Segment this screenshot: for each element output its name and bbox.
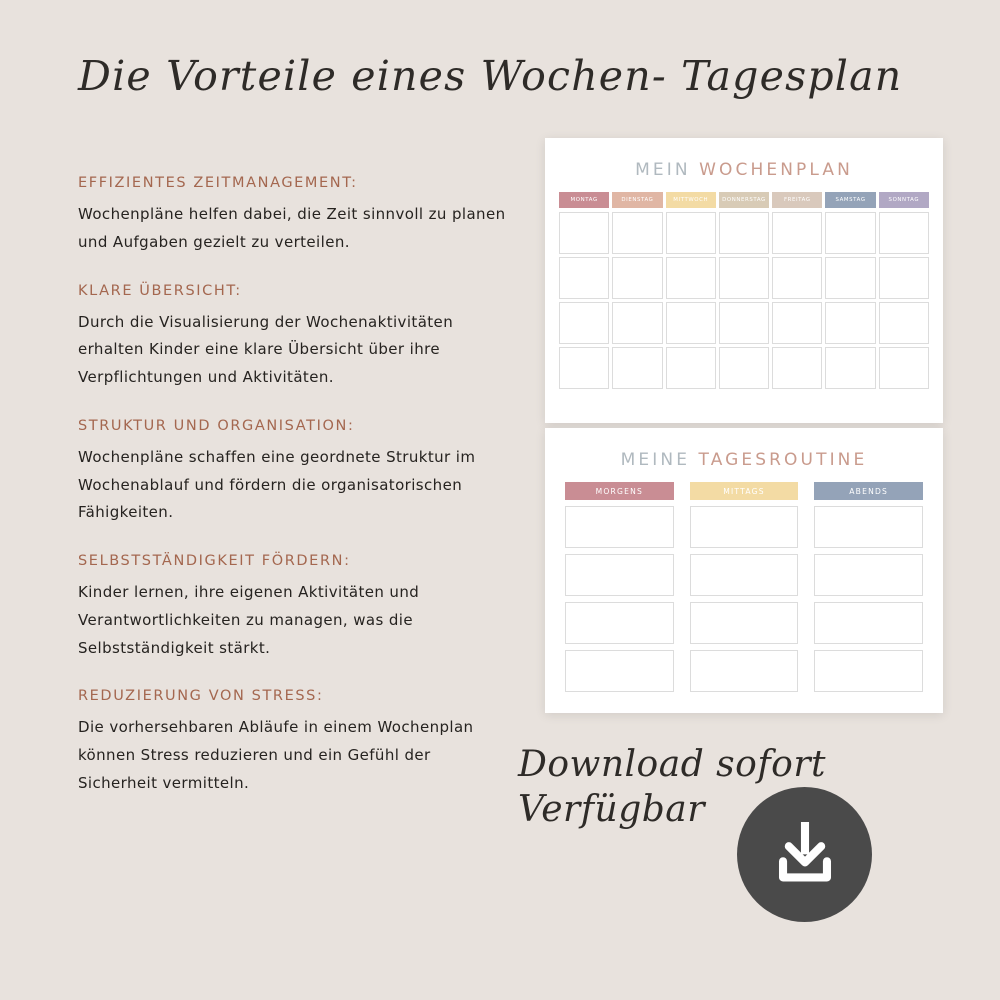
- weekly-cell[interactable]: [825, 347, 875, 389]
- weekly-planner-title: [545, 138, 943, 192]
- daily-cell[interactable]: [814, 602, 923, 644]
- weekly-cell[interactable]: [772, 257, 822, 299]
- weekly-cell[interactable]: [559, 257, 609, 299]
- daily-cell[interactable]: [565, 650, 674, 692]
- daily-section: [690, 482, 799, 692]
- daily-section-rows: [690, 506, 799, 692]
- weekly-cell[interactable]: [825, 212, 875, 254]
- benefit-body: Wochenpläne schaffen eine geordnete Struktur im Wochenablauf und fördern die organisatorischen Fähigkeiten.: [78, 447, 476, 522]
- weekly-cell[interactable]: [719, 257, 769, 299]
- weekly-cell[interactable]: [666, 257, 716, 299]
- benefit-body: Die vorhersehbaren Abläufe in einem Wochenplan können Stress reduzieren und ein Gefühl der Sicherheit vermitteln.: [78, 718, 474, 792]
- weekly-cell[interactable]: [879, 257, 929, 299]
- page-title: Die Vorteile eines Wochen- Tagesplan: [78, 52, 903, 100]
- weekly-cell[interactable]: [719, 212, 769, 254]
- daily-cell[interactable]: [814, 650, 923, 692]
- daily-grid-columns: [565, 482, 923, 692]
- benefit-title: STRUKTUR UND ORGANISATION:: [78, 417, 355, 434]
- weekly-grid: [545, 192, 943, 403]
- weekly-cell[interactable]: [559, 302, 609, 344]
- benefit-body: Kinder lernen, ihre eigenen Aktivitäten und Verantwortlichkeiten zu managen, was die Selbstständigkeit stärkt.: [78, 583, 420, 657]
- benefit-title: REDUZIERUNG VON STRESS:: [78, 688, 324, 705]
- benefit-body: Wochenpläne helfen dabei, die Zeit sinnvoll zu planen und Aufgaben gezielt zu verteilen.: [78, 205, 506, 251]
- weekly-planner-title-part1: MEIN: [635, 160, 700, 180]
- benefit-item: [78, 688, 508, 797]
- weekly-cell[interactable]: [879, 302, 929, 344]
- weekly-cell[interactable]: [612, 257, 662, 299]
- daily-section-rows: [814, 506, 923, 692]
- benefit-item: [78, 175, 508, 257]
- benefit-title: KLARE ÜBERSICHT:: [78, 282, 242, 299]
- weekly-cell[interactable]: [612, 302, 662, 344]
- weekly-day-header: FREITAG: [772, 192, 822, 208]
- weekly-day-header: SAMSTAG: [825, 192, 875, 208]
- weekly-cell[interactable]: [559, 212, 609, 254]
- daily-cell[interactable]: [690, 506, 799, 548]
- download-icon: [768, 815, 842, 894]
- weekly-cell[interactable]: [559, 347, 609, 389]
- benefit-item: [78, 418, 508, 527]
- daily-cell[interactable]: [814, 506, 923, 548]
- benefit-title: EFFIZIENTES ZEITMANAGEMENT:: [78, 175, 358, 191]
- daily-routine-title: [545, 428, 943, 482]
- weekly-cell[interactable]: [772, 212, 822, 254]
- daily-section-rows: [565, 506, 674, 692]
- weekly-day-header: DIENSTAG: [612, 192, 662, 208]
- download-text-line1: Download sofort: [518, 744, 826, 785]
- weekly-cell[interactable]: [879, 212, 929, 254]
- weekly-day-header: DONNERSTAG: [719, 192, 769, 208]
- weekly-planner-title-part2: WOCHENPLAN: [699, 160, 853, 180]
- weekly-grid-body: [559, 212, 929, 389]
- weekly-day-header: MONTAG: [559, 192, 609, 208]
- weekly-cell[interactable]: [719, 302, 769, 344]
- daily-section: [565, 482, 674, 692]
- benefit-item: [78, 553, 508, 662]
- download-text-line2: Verfügbar: [518, 789, 705, 830]
- daily-cell[interactable]: [690, 554, 799, 596]
- daily-cell[interactable]: [814, 554, 923, 596]
- daily-routine-title-part1: MEINE: [620, 450, 699, 470]
- daily-cell[interactable]: [565, 506, 674, 548]
- weekly-cell[interactable]: [666, 212, 716, 254]
- weekly-cell[interactable]: [825, 257, 875, 299]
- daily-cell[interactable]: [565, 554, 674, 596]
- daily-cell[interactable]: [690, 650, 799, 692]
- benefit-item: [78, 283, 508, 392]
- benefit-body: Durch die Visualisierung der Wochenaktivitäten erhalten Kinder eine klare Übersicht über ihre Verpflichtungen und Aktivitäten.: [78, 312, 454, 386]
- weekly-cell[interactable]: [772, 347, 822, 389]
- weekly-cell[interactable]: [879, 347, 929, 389]
- weekly-cell[interactable]: [666, 347, 716, 389]
- benefits-list: [78, 175, 508, 824]
- daily-section-header: MORGENS: [565, 482, 674, 500]
- weekly-cell[interactable]: [772, 302, 822, 344]
- benefit-title: SELBSTSTÄNDIGKEIT FÖRDERN:: [78, 553, 351, 569]
- daily-section-header: MITTAGS: [690, 482, 799, 500]
- daily-cell[interactable]: [565, 602, 674, 644]
- weekly-cell[interactable]: [612, 347, 662, 389]
- weekly-cell[interactable]: [612, 212, 662, 254]
- daily-grid: [545, 482, 943, 708]
- weekly-cell[interactable]: [825, 302, 875, 344]
- daily-routine-title-part2: TAGESROUTINE: [698, 450, 868, 470]
- daily-section: [814, 482, 923, 692]
- daily-cell[interactable]: [690, 602, 799, 644]
- weekly-cell[interactable]: [719, 347, 769, 389]
- weekly-day-header: SONNTAG: [879, 192, 929, 208]
- weekly-day-header: MITTWOCH: [666, 192, 716, 208]
- weekly-cell[interactable]: [666, 302, 716, 344]
- weekly-planner-card: [545, 138, 943, 423]
- daily-routine-card: [545, 428, 943, 713]
- daily-section-header: ABENDS: [814, 482, 923, 500]
- download-button[interactable]: [737, 787, 872, 922]
- weekly-grid-header: [559, 192, 929, 208]
